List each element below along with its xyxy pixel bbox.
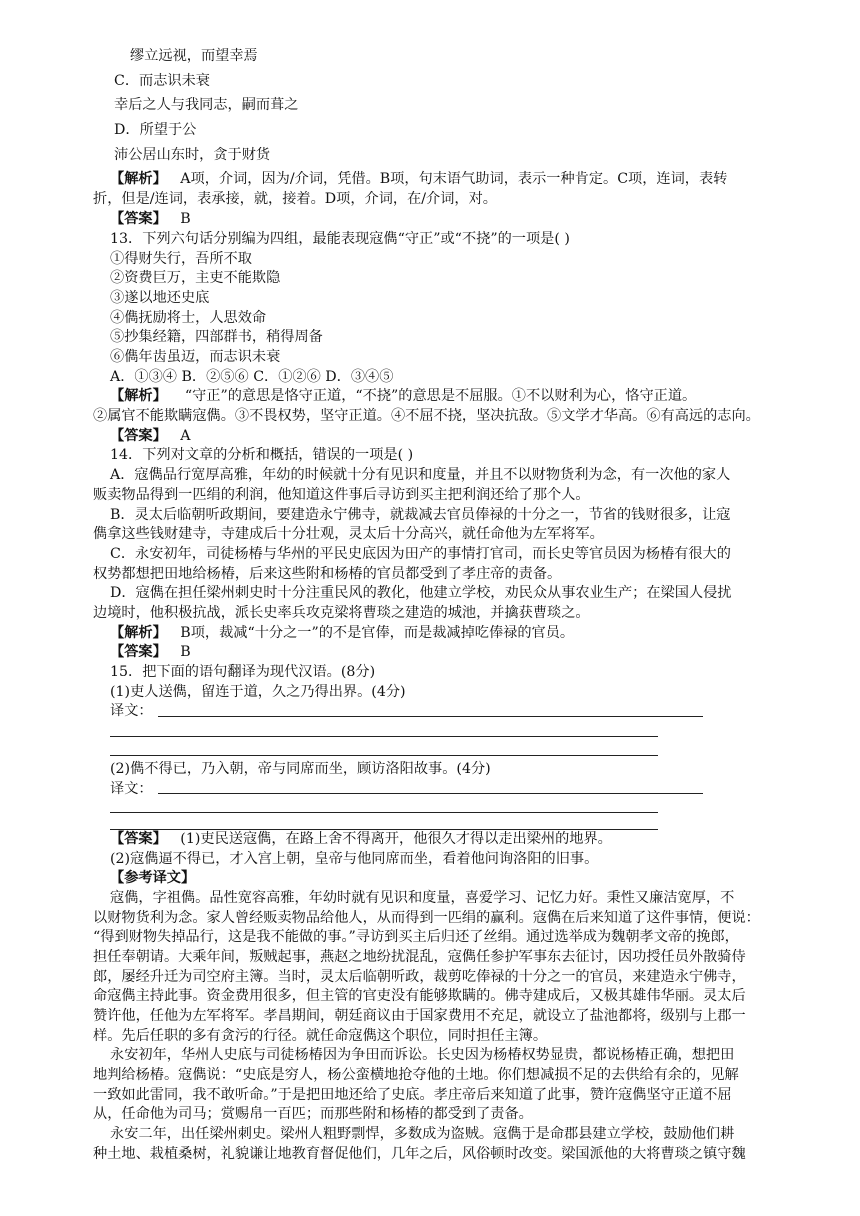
q15-answer [110, 829, 612, 849]
q12-option-c: C．而志识未衰 [114, 73, 210, 89]
q13-item: ②资费巨万，主吏不能欺隐 [110, 270, 281, 286]
answer-tag: 【答案】 [110, 211, 167, 227]
q13-analysis [110, 386, 696, 406]
q14-answer [110, 642, 191, 662]
q12-answer [110, 209, 191, 229]
q14-option-c: C．永安初年，司徒杨椿与华州的平民史底因为田产的事情打官司，而长史等官员因为杨椿有很大的 [110, 546, 731, 562]
q12-option-d: D．所望于公 [114, 122, 197, 138]
q14-option-a: A．寇儁品行宽厚高雅，年幼的时候就十分有见识和度量，并且不以财物货利为念，有一次他的家人 [110, 467, 731, 483]
translation-line: 永安初年，华州人史底与司徒杨椿因为争田而诉讼。长史因为杨椿权势显贵，都说杨椿正确，想把田 [110, 1047, 735, 1063]
translation-line: 样。先后任职的多有贪污的行径。就任命寇儁这个职位，同时担任主簿。 [93, 1028, 548, 1044]
answer-blank-line[interactable] [110, 812, 658, 813]
q12-option-d-sentence: 沛公居山东时，贪于财货 [114, 147, 271, 163]
translation-line: 种土地、栽植桑树，礼貌谦让地教育督促他们，几年之后，风俗顿时改变。梁国派他的大将曹琰之镇守魏 [93, 1146, 746, 1162]
analysis-tag: 【解析】 [110, 171, 167, 187]
analysis-text: A项，介词，因为/介词，凭借。B项，句末语气助词，表示一种肯定。C项，连词，表转 [180, 171, 728, 187]
translation-line: 从，任命他为司马；赏赐帛一百匹；而那些附和杨椿的都受到了责备。 [93, 1106, 533, 1122]
q14-option-c-cont: 权势都想把田地给杨椿，后来这些附和杨椿的官员都受到了孝庄帝的责备。 [93, 566, 562, 582]
translation-line: 命寇儁主持此事。资金费用很多，但主管的官吏没有能够欺瞒的。佛寺建成后，又极其雄伟华丽。灵太后 [93, 988, 746, 1004]
answer-value: B [180, 644, 191, 660]
translation-line: 寇儁，字祖儁。品性宽容高雅，年幼时就有见识和度量，喜爱学习、记忆力好。秉性又廉洁宽厚，不 [110, 890, 735, 906]
q14-option-a-cont: 贩卖物品得到一匹绢的利润，他知道这件事后寻访到买主把利润还给了那个人。 [93, 487, 590, 503]
answer-value: B [180, 211, 191, 227]
q15-sentence-1: (1)吏人送儁，留连于道，久之乃得出界。(4分) [110, 684, 406, 700]
q12-analysis-cont: 折，但是/连词，表承接，就，接着。D项，介词，在/介词，对。 [93, 191, 497, 207]
translation-line: 以财物货利为念。家人曾经贩卖物品给他人，从而得到一匹绢的赢利。寇儁在后来知道了这件事情，便说： [93, 910, 760, 926]
q13-item: ⑥儁年齿虽迈，而志识未衰 [110, 349, 281, 365]
q15-sentence-2: (2)儁不得已，乃入朝，帝与同席而坐，顾访洛阳故事。(4分) [110, 761, 491, 777]
answer-blank-line[interactable] [110, 755, 658, 756]
translation-line: 赞许他，任他为左军将军。孝昌期间，朝廷商议由于国家费用不充足，就设立了盐池都将，级别与上郡一 [93, 1008, 746, 1024]
translation-line: 担任奉朝请。大乘年间，叛贼起事，燕赵之地纷扰混乱，寇儁任参护军事东去征讨，因功授任员外散骑侍 [93, 949, 746, 965]
answer-value: A [180, 428, 191, 444]
analysis-text: B项，裁减“十分之一”的不是官俸，而是裁减掉吃俸禄的官员。 [180, 625, 575, 641]
answer-blank-line[interactable] [158, 716, 703, 717]
q15-yiwen-label-1: 译文： [110, 703, 153, 719]
q13-item: ③遂以地还史底 [110, 290, 210, 306]
answer-tag: 【答案】 [110, 644, 167, 660]
answer-blank-line[interactable] [158, 793, 703, 794]
analysis-tag: 【解析】 [110, 625, 167, 641]
q14-option-b: B．灵太后临朝听政期间，要建造永宁佛寺，就裁减去官员俸禄的十分之一，节省的钱财很多，让寇 [110, 507, 731, 523]
q14-analysis [110, 623, 574, 643]
answer-tag: 【答案】 [110, 428, 167, 444]
analysis-text: “守正”的意思是恪守正道，“不挠”的意思是不屈服。①不以财利为心，恪守正道。 [184, 388, 697, 404]
translation-line: 郎，屡经升迁为司空府主簿。当时，灵太后临朝听政，裁剪吃俸禄的十分之一的官员，来建造永宁佛寺， [93, 969, 746, 985]
q13-item: ①得财失行，吾所不取 [110, 251, 252, 267]
q12-option-c-sentence: 幸后之人与我同志，嗣而葺之 [114, 97, 299, 113]
answer-value: (1)吏民送寇儁，在路上舍不得离开，他很久才得以走出梁州的地界。 [180, 831, 612, 847]
q15-stem: 15．把下面的语句翻译为现代汉语。(8分) [110, 664, 376, 680]
translation-line: “得到财物失掉品行，这是我不能做的事。”寻访到买主后归还了丝绢。通过选举成为魏朝孝文帝的挽郎， [93, 929, 739, 945]
q15-answer-2: (2)寇儁逼不得已，才入宫上朝，皇帝与他同席而坐，看着他问询洛阳的旧事。 [110, 851, 599, 867]
q13-item: ⑤抄集经籍，四部群书，稍得周备 [110, 329, 323, 345]
q15-yiwen-label-2: 译文： [110, 781, 153, 797]
q14-option-b-cont: 儁拿这些钱财建寺，寺建成后十分壮观，灵太后十分高兴，就任命他为左军将军。 [93, 526, 604, 542]
translation-line: 地判给杨椿。寇儁说：“史底是穷人，杨公蛮横地抢夺他的土地。你们想减损不足的去供给有余的，见解 [93, 1067, 739, 1083]
q13-options: A．①③④ B．②⑤⑥ C．①②⑥ D．③④⑤ [110, 369, 394, 385]
translation-line: 一致如此雷同，我不敢听命。”于是把田地还给了史底。孝庄帝后来知道了此事，赞许寇儁坚守正道不屈 [93, 1087, 732, 1103]
q14-stem: 14．下列对文章的分析和概括，错误的一项是( ) [110, 447, 414, 463]
q13-analysis-cont: ②属官不能欺瞒寇儁。③不畏权势，坚守正道。④不屈不挠，坚决抗敌。⑤文学才华高。⑥有高远的志向。 [93, 408, 760, 424]
q12-option-b-sentence: 缪立远视，而望幸焉 [130, 48, 258, 64]
answer-tag: 【答案】 [110, 831, 167, 847]
analysis-tag: 【解析】 [110, 388, 167, 404]
q12-analysis [110, 169, 727, 189]
q14-option-d-cont: 边境时，他积极抗战，派长史率兵攻克梁将曹琰之建造的城池，并擒获曹琰之。 [93, 605, 590, 621]
translation-heading: 【参考译文】 [110, 870, 196, 886]
q13-answer [110, 426, 191, 446]
answer-blank-line[interactable] [110, 736, 658, 737]
translation-line: 永安二年，出任梁州刺史。梁州人粗野剽悍，多数成为盗贼。寇儁于是命郡县建立学校，鼓励他们耕 [110, 1126, 735, 1142]
q13-stem: 13．下列六句话分别编为四组，最能表现寇儁“守正”或“不挠”的一项是( ) [110, 231, 570, 247]
q13-item: ④儁抚励将士，人思效命 [110, 310, 267, 326]
q14-option-d: D．寇儁在担任梁州刺史时十分注重民风的教化，他建立学校，劝民众从事农业生产；在梁国人侵扰 [110, 585, 732, 601]
